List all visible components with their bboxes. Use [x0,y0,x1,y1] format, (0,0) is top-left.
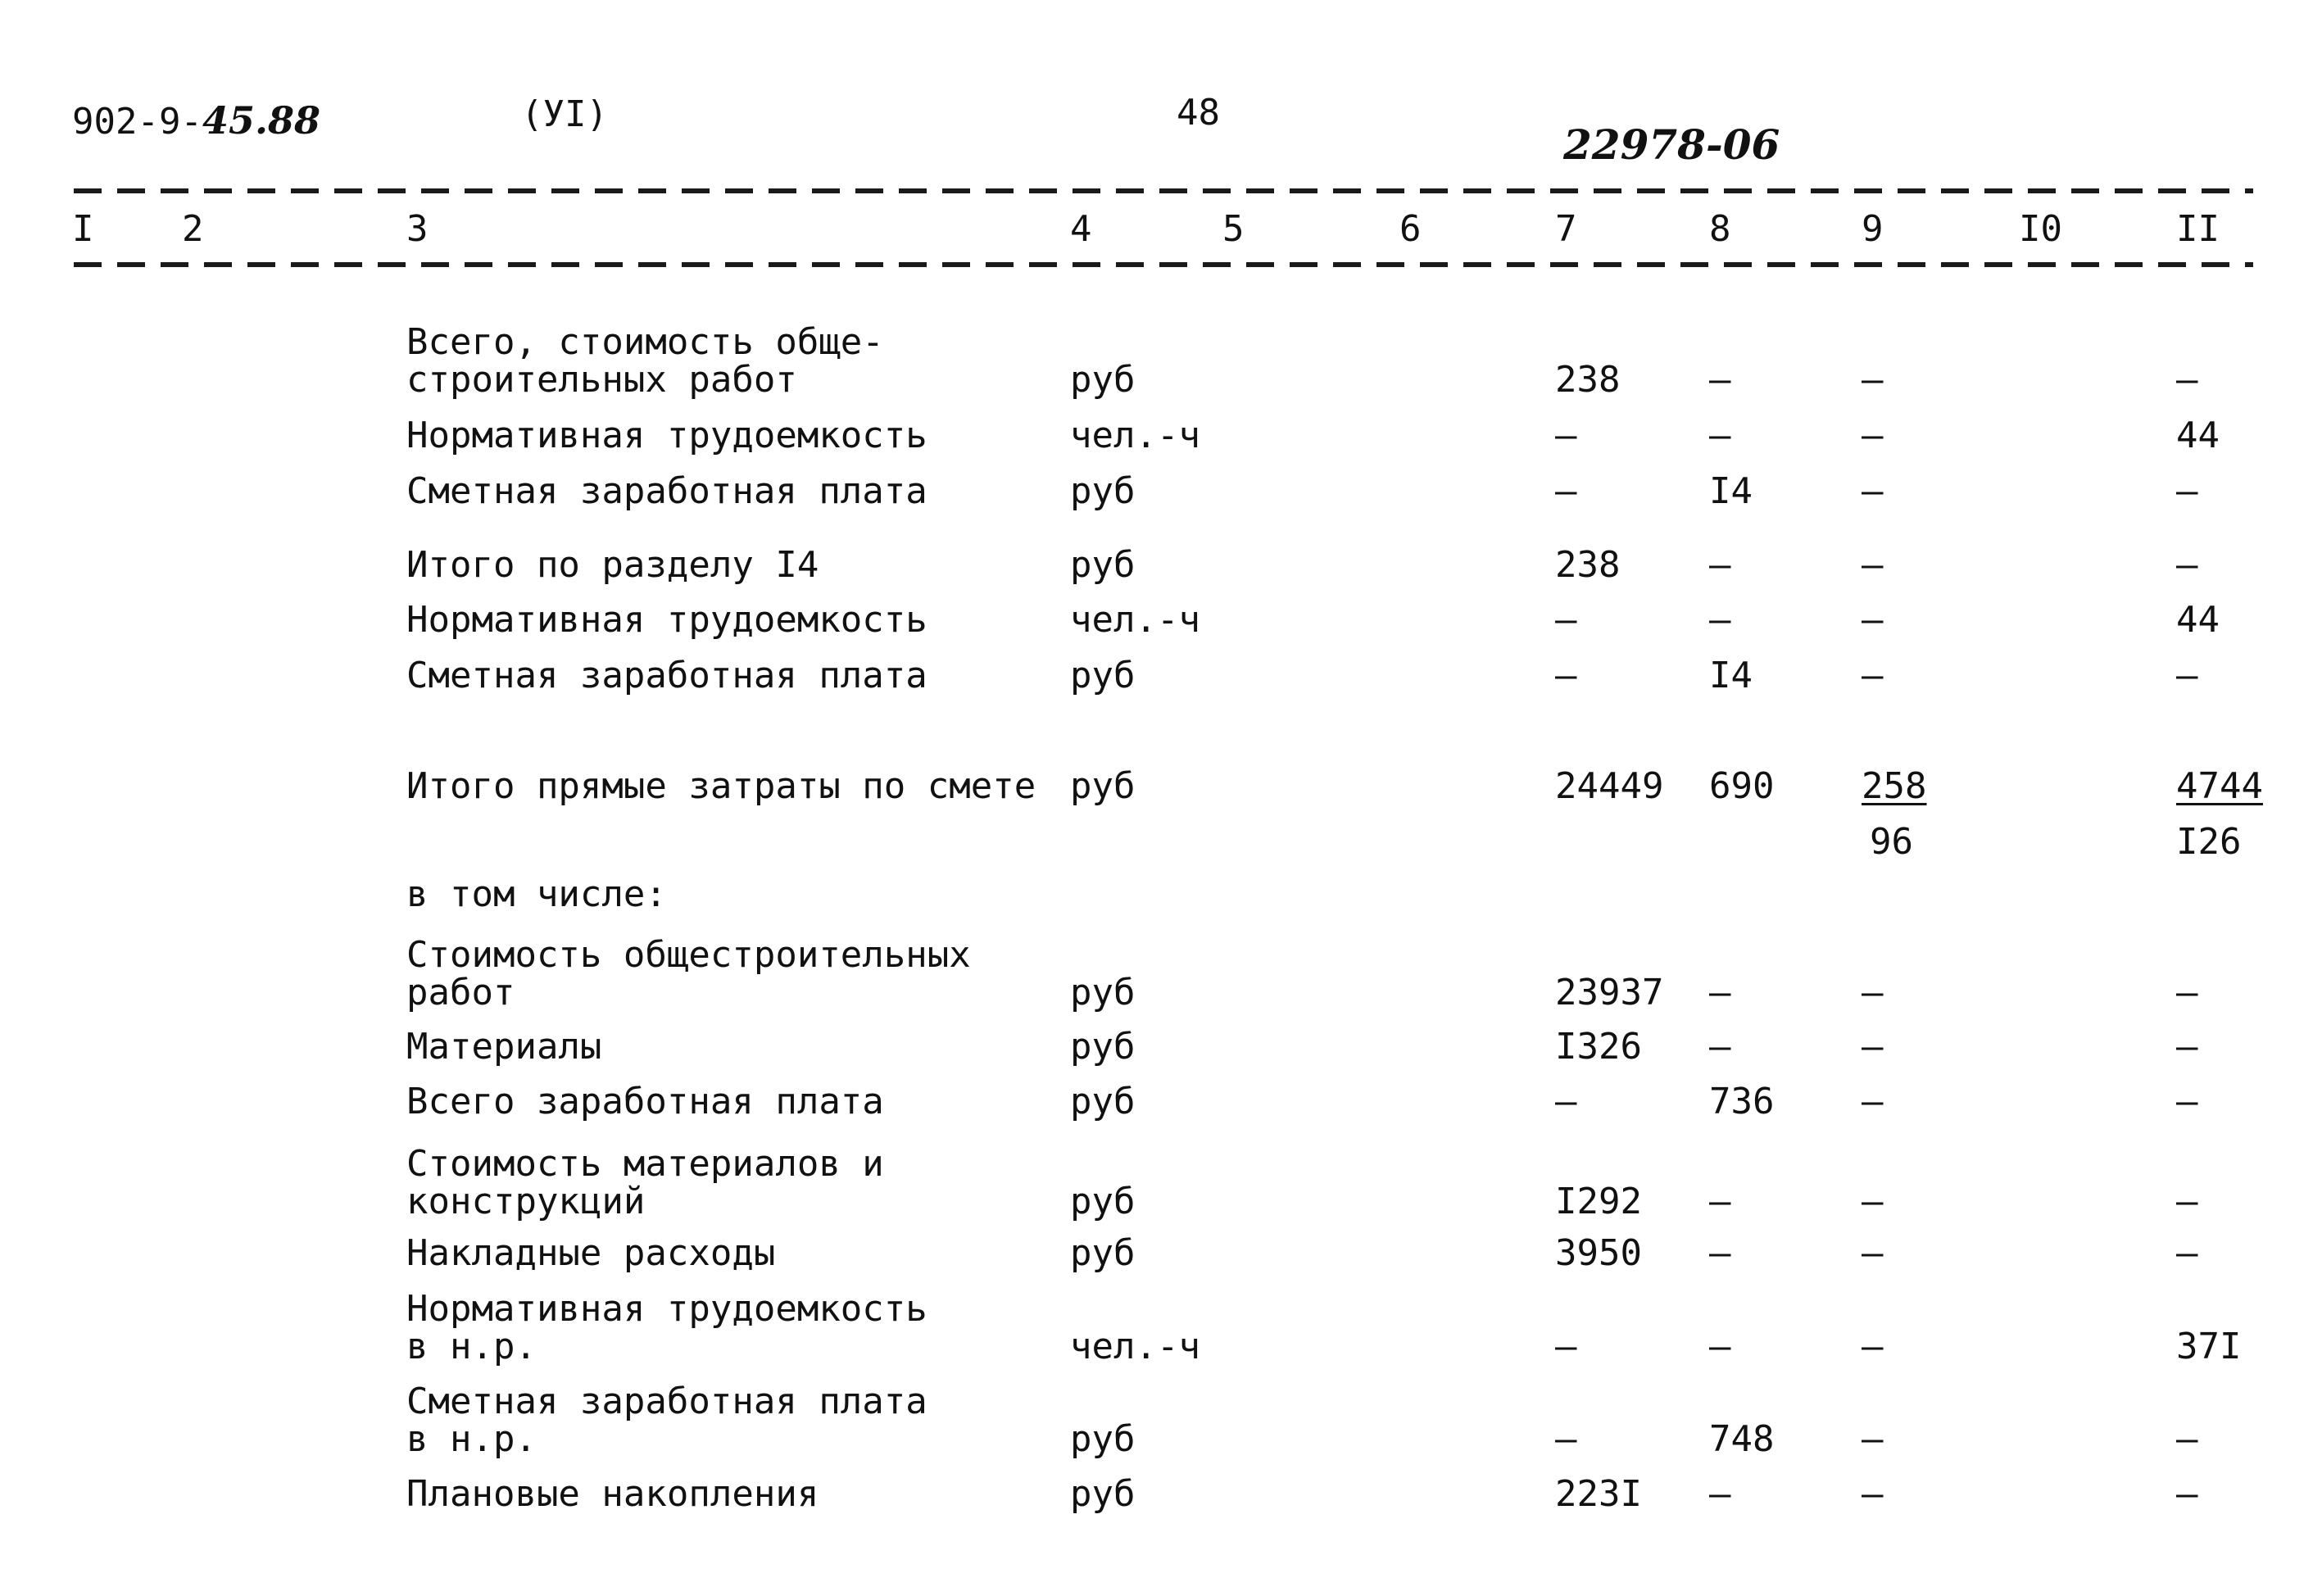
cell-col-7: 24449 [1555,765,1664,807]
cell-col-8: – [1709,1026,1731,1068]
column-header-5: 5 [1222,208,1245,250]
column-header-2: 2 [182,208,204,250]
cell-col-9: – [1862,470,1884,512]
row-label: Итого прямые затраты по смете [406,765,1036,807]
row-unit: руб [1070,1232,1136,1274]
cell-col-11: – [2176,544,2198,586]
column-header-6: 6 [1399,208,1422,250]
cell-col-9: – [1862,1473,1884,1515]
document-code-handwritten: 45.88 [202,98,320,143]
row-label: конструкций [406,1181,646,1222]
row-label: в н.р. [406,1418,537,1460]
cell-col-11: – [2176,1418,2198,1460]
cell-col-9: – [1862,1326,1884,1367]
row-unit: чел.-ч [1070,1326,1200,1367]
row-unit: руб [1070,1418,1136,1460]
cell-col-7: – [1555,1326,1577,1367]
cell-col-11: 37I [2176,1326,2242,1367]
row-label: Сметная заработная плата [406,655,927,696]
row-label: Стоимость общестроительных [406,934,971,976]
row-label: в н.р. [406,1326,537,1367]
cell-col-9: – [1862,1026,1884,1068]
cell-col-9: – [1862,359,1884,401]
cell-col-8: – [1709,599,1731,641]
cell-col-8: – [1709,415,1731,456]
column-header-3: 3 [406,208,429,250]
cell-col-8: – [1709,1181,1731,1222]
cell-col-9: – [1862,1418,1884,1460]
row-unit: чел.-ч [1070,415,1200,456]
cell-col-7: 23937 [1555,972,1664,1013]
row-label: работ [406,972,515,1013]
row-label: Всего заработная плата [406,1081,884,1122]
cell-col-8: – [1709,1473,1731,1515]
row-unit: руб [1070,544,1136,586]
row-label: Стоимость материалов и [406,1143,884,1185]
cell-col-11: – [2176,1473,2198,1515]
column-header-7: 7 [1555,208,1577,250]
cell-col-8: I4 [1709,655,1753,696]
row-unit: чел.-ч [1070,599,1200,641]
cell-col-11: – [2176,1081,2198,1122]
row-label: Нормативная трудоемкость [406,599,927,641]
cell-col-7: – [1555,1418,1577,1460]
row-label: Всего, стоимость обще- [406,321,884,363]
cell-col-11: – [2176,359,2198,401]
inventory-stamp: 22978-06 [1563,120,1780,169]
cell-col-8: 748 [1709,1418,1775,1460]
cell-col-11: 44 [2176,415,2220,456]
column-header-11: II [2176,208,2220,250]
column-header-9: 9 [1862,208,1884,250]
cell-col-9: – [1862,1232,1884,1274]
cell-col-9: – [1862,415,1884,456]
cell-col-7: 238 [1555,359,1621,401]
row-unit: руб [1070,470,1136,512]
row-label: Итого по разделу I4 [406,544,819,586]
cell-col-8: 690 [1709,765,1775,807]
cell-col-9: 258 [1862,765,1927,807]
row-unit: руб [1070,1026,1136,1068]
header-top-rule [74,188,2253,193]
cell-col-8: 736 [1709,1081,1775,1122]
cell-col-8: – [1709,359,1731,401]
row-label: Сметная заработная плата [406,1381,927,1422]
cell-col-11: 44 [2176,599,2220,641]
row-unit: руб [1070,972,1136,1013]
column-header-8: 8 [1709,208,1731,250]
row-label: в том числе: [406,873,667,915]
part-number: (УI) [521,93,608,135]
row-label: Накладные расходы [406,1232,776,1274]
cell-col-8: – [1709,544,1731,586]
cell-col-9: – [1862,655,1884,696]
cell-col-8: – [1709,1232,1731,1274]
row-unit: руб [1070,359,1136,401]
cell-col-11: – [2176,972,2198,1013]
cell-col-7: I292 [1555,1181,1642,1222]
cell-col-9: – [1862,972,1884,1013]
document-code [72,98,320,143]
column-header-10: I0 [2019,208,2062,250]
cell-col-8: I4 [1709,470,1753,512]
cell-col-7: – [1555,599,1577,641]
cell-col-7: 238 [1555,544,1621,586]
row-label: Материалы [406,1026,602,1068]
cell-col-11: – [2176,655,2198,696]
page-number: 48 [1177,92,1220,134]
cell-col-11: 4744 [2176,765,2263,807]
cell-col-9: – [1862,599,1884,641]
row-label: Нормативная трудоемкость [406,415,927,456]
column-header-1: I [72,208,94,250]
row-unit: руб [1070,765,1136,807]
cell-col-8: – [1709,972,1731,1013]
cell-col-11-sub: I26 [2176,821,2242,863]
cell-col-7: I326 [1555,1026,1642,1068]
cell-col-9-sub: 96 [1870,821,1913,863]
cell-col-7: – [1555,470,1577,512]
row-unit: руб [1070,1181,1136,1222]
row-label: Плановые накопления [406,1473,819,1515]
cell-col-7: – [1555,655,1577,696]
row-label: Сметная заработная плата [406,470,927,512]
cell-col-11: – [2176,470,2198,512]
column-header-4: 4 [1070,208,1092,250]
row-label: Нормативная трудоемкость [406,1288,927,1330]
cell-col-11: – [2176,1181,2198,1222]
cell-col-11: – [2176,1026,2198,1068]
cell-col-9: – [1862,544,1884,586]
cell-col-9: – [1862,1181,1884,1222]
document-code-printed: 902-9- [72,101,202,143]
cell-col-7: – [1555,1081,1577,1122]
row-label: строительных работ [406,359,797,401]
header-bottom-rule [74,262,2253,267]
row-unit: руб [1070,1081,1136,1122]
cell-col-9: – [1862,1081,1884,1122]
cell-col-11: – [2176,1232,2198,1274]
cell-col-8: – [1709,1326,1731,1367]
cell-col-7: 3950 [1555,1232,1642,1274]
row-unit: руб [1070,655,1136,696]
cell-col-7: 223I [1555,1473,1642,1515]
cell-col-7: – [1555,415,1577,456]
row-unit: руб [1070,1473,1136,1515]
